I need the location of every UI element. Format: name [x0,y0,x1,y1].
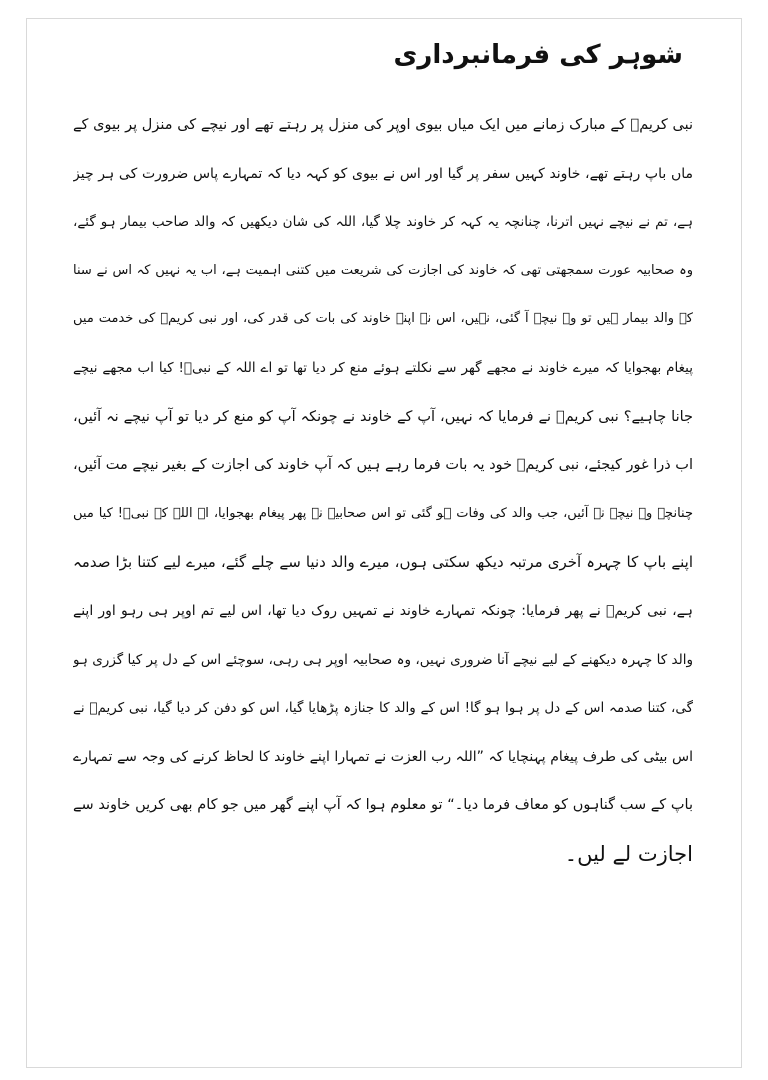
text-line: ماں باپ رہتے تھے، خاوند کہیں سفر پر گیا اور اس نے بیوی کو کہہ دیا کہ تمہارے پاس ضرورت کی ہر چیز [73,165,693,182]
page-title: شوہر کی فرمانبرداری [393,40,683,70]
body-text [73,101,693,879]
text-line: نبی کریمؐ کے مبارک زمانے میں ایک میاں بیوی اوپر کی منزل پر رہتے تھے اور نیچے کی منزل پر بیوی کے [73,117,693,133]
text-line: پیغام بھجوایا کہ میرے خاوند نے مجھے گھر سے نکلتے ہوئے منع کر دیا تھا تو اے اللہ کے نبیؐ! کیا اب مجھے نیچے [73,359,693,376]
text-line: ہے، نبی کریمؐ نے پھر فرمایا: چونکہ تمہارے خاوند نے تمہیں روک دیا تھا، اس لیے تم اوپر ہی رہو اور اپنے [73,602,693,619]
text-line: گی، کتنا صدمہ اس کے دل پر ہوا ہو گا! اس کے والد کا جنازہ پڑھایا گیا، اس کو دفن کر دیا گیا، نبی کریمؐ نے [73,700,693,717]
text-line: وہ صحابیہ عورت سمجھتی تھی کہ خاوند کی اجازت کی شریعت میں کتنی اہمیت ہے، اب یہ نہیں کہ اس نے سنا [73,262,693,278]
text-line: والد کا چہرہ دیکھنے کے لیے نیچے آنا ضروری نہیں، وہ صحابیہ اوپر ہی رہی، سوچئے اس کے دل پر کیا گزری ہو [73,651,693,668]
document-page [26,18,742,1068]
text-line: اس بیٹی کی طرف پیغام پہنچایا کہ ”اللہ رب العزت نے تمہارا اپنے خاوند کا لحاظ کرنے کی وجہ سے تمہارے [73,748,693,765]
text-line: اپنے باپ کا چہرہ آخری مرتبہ دیکھ سکتی ہوں، میرے والد دنیا سے چلے گئے، میرے لیے کتنا بڑا صدمہ [73,553,693,572]
text-line: چنانچہ وہ نیچے نہ آئیں، جب والد کی وفات ہو گئی تو اس صحابیہ نے پھر پیغام بھجوایا، اے اللہ کے نبیؐ! کیا میں [73,505,693,521]
text-line: باپ کے سب گناہوں کو معاف فرما دیا۔“ تو معلوم ہوا کہ آپ اپنے گھر میں جو کام بھی کریں خاوند سے [73,797,693,814]
text-line: اب ذرا غور کیجئے، نبی کریمؐ خود یہ بات فرما رہے ہیں کہ آپ خاوند کی اجازت کے بغیر نیچے مت آئیں، [73,457,693,474]
text-line-last: اجازت لے لیں۔ [564,841,693,866]
text-line: کہ والد بیمار ہیں تو وہ نیچے آ گئی، نہیں، اس نے اپنے خاوند کی بات کی قدر کی، اور نبی کریمؐ کی خدمت میں [73,311,693,327]
text-line: ہے، تم نے نیچے نہیں اترنا، چنانچہ یہ کہہ کر خاوند چلا گیا، اللہ کی شان دیکھیں کہ والد صاحب بیمار ہو گئے، [73,214,693,231]
text-line: جانا چاہیے؟ نبی کریمؐ نے فرمایا کہ نہیں، آپ کے خاوند نے چونکہ آپ کو منع کر دیا تو آپ نیچے نہ آئیں، [73,408,693,425]
